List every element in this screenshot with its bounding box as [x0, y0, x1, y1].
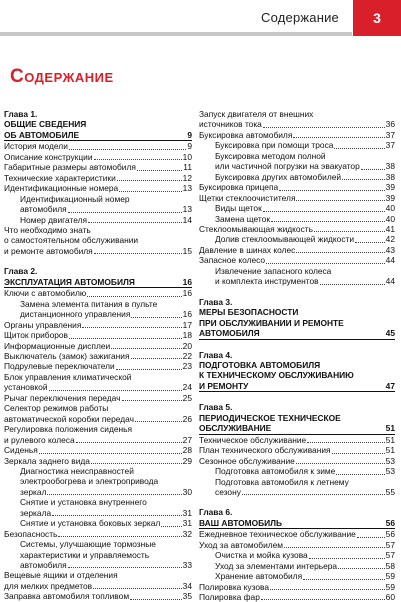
toc-entry[interactable]: Давление в шинах колес 43	[199, 244, 395, 255]
running-header-title: Содержание	[261, 10, 339, 25]
toc-subentry[interactable]: или частичной погрузки на эвакуатор 38	[215, 161, 395, 172]
chapter-title[interactable]: АВТОМОБИЛЯ 45	[199, 328, 395, 339]
toc-entry[interactable]: Запасное колесо 44	[199, 255, 395, 266]
toc-subentry-line: Буксировка методом полной	[215, 150, 326, 161]
chapter-title[interactable]: ЭКСПЛУАТАЦИЯ АВТОМОБИЛЯ 16	[4, 276, 192, 287]
toc-entry[interactable]: Идентификационные номера 13	[4, 183, 192, 194]
chapter-label: Глава 2.	[4, 266, 38, 277]
toc-subentry[interactable]: Буксировка других автомобилей 38	[215, 171, 395, 182]
toc-entry[interactable]: Подрулевые переключатели 23	[4, 361, 192, 372]
toc-subentry-line: Подготовка автомобиля к летнему	[215, 476, 349, 487]
toc-entry-line: о самостоятельном обслуживании	[4, 235, 139, 246]
chapter-title-line: ПОДГОТОВКА АВТОМОБИЛЯ	[199, 359, 321, 370]
chapter-label: Глава 1.	[4, 109, 38, 119]
toc-entry[interactable]: Ключи с автомобилю 16	[4, 288, 192, 299]
toc-entry[interactable]: Ежедневное техническое обслуживание 56	[199, 529, 395, 540]
toc-entry[interactable]: Щетки стеклоочистителя 39	[199, 192, 395, 203]
toc-entry-line: Селектор режимов работы	[4, 403, 109, 414]
toc-entry[interactable]: Безопасность 32	[4, 528, 192, 539]
toc-entry[interactable]: Стеклоомывающая жидкость 41	[199, 223, 395, 234]
toc-subentry[interactable]: Подготовка автомобиля к зиме 53	[215, 466, 395, 477]
chapter-title-line: ПРИ ОБСЛУЖИВАНИИ И РЕМОНТЕ	[199, 317, 344, 328]
chapter-title-line: МЕРЫ БЕЗОПАСНОСТИ	[199, 307, 299, 318]
toc-subentry[interactable]: дистанционного управления 16	[20, 309, 192, 320]
toc-subentry[interactable]: Замена щеток 40	[215, 213, 395, 224]
page-title: Содержание	[10, 66, 114, 87]
toc-entry[interactable]: Рычаг переключения передач 25	[4, 392, 192, 403]
toc-subentry[interactable]: Снятие и установка боковых зеркал 31	[20, 518, 192, 529]
toc-subentry[interactable]: автомобиля 33	[20, 560, 192, 571]
toc-entry[interactable]: Полировка кузова 59	[199, 581, 395, 592]
toc-subentry[interactable]: и комплекта инструментов 44	[215, 276, 395, 287]
toc-entry[interactable]: установкой 24	[4, 382, 192, 393]
toc-left-column	[4, 109, 192, 602]
chapter-title-line: ОБЩИЕ СВЕДЕНИЯ	[4, 119, 87, 130]
chapter-title[interactable]: ВАШ АВТОМОБИЛЬ 56	[199, 517, 395, 528]
chapter-label: Глава 4.	[199, 349, 233, 360]
toc-entry-line: Регулировка положения сиденья	[4, 424, 133, 435]
toc-entry-line: Что необходимо знать	[4, 224, 91, 235]
toc-entry[interactable]: План технического обслуживания 51	[199, 445, 395, 456]
toc-entry[interactable]: Уход за автомобилем 57	[199, 539, 395, 550]
chapter-title[interactable]: И РЕМОНТУ 47	[199, 380, 395, 391]
toc-subentry-line: Диагностика неисправностей	[20, 465, 134, 476]
toc-subentry[interactable]: Виды щеток 40	[215, 203, 395, 214]
toc-entry[interactable]: Полировка фар 60	[199, 592, 395, 602]
toc-entry[interactable]: Габаритные размеры автомобиля 11	[4, 162, 192, 173]
toc-entry[interactable]: Буксировка автомобиля 37	[199, 129, 395, 140]
toc-entry[interactable]: Щиток приборов 18	[4, 330, 192, 341]
toc-entry[interactable]: для мелких предметов 34	[4, 580, 192, 591]
toc-entry[interactable]: и ремонте автомобиля 15	[4, 245, 192, 256]
toc-subentry-line: Снятие и установка внутреннего	[20, 497, 147, 508]
toc-subentry[interactable]: Номер двигателя 14	[20, 214, 192, 225]
toc-entry[interactable]: источников тока 36	[199, 119, 395, 130]
toc-subentry[interactable]: Очистка и мойка кузова 57	[215, 550, 395, 561]
toc-entry[interactable]: Буксировка прицепа 39	[199, 182, 395, 193]
toc-subentry[interactable]: зеркал 30	[20, 486, 192, 497]
chapter-label: Глава 3.	[199, 296, 233, 307]
page-number-tab: 3	[353, 0, 401, 36]
toc-entry[interactable]: История модели 9	[4, 141, 192, 152]
toc-subentry[interactable]: автомобиля 13	[20, 204, 192, 215]
chapter-label: Глава 5.	[199, 402, 233, 413]
toc-entry[interactable]: Информационные дисплеи 20	[4, 340, 192, 351]
toc-subentry[interactable]: Буксировка при помощи троса 37	[215, 140, 395, 151]
toc-entry[interactable]: и рулевого колеса 27	[4, 434, 192, 445]
toc-subentry-line: Системы, улучшающие тормозные	[20, 539, 156, 550]
toc-subentry[interactable]: Долив стеклоомывающей жидкости 42	[215, 234, 395, 245]
toc-entry[interactable]: Выключатель (замок) зажигания 22	[4, 350, 192, 361]
toc-entry[interactable]: Описание конструкции 10	[4, 151, 192, 162]
toc-subentry-line: Извлечение запасного колеса	[215, 265, 332, 276]
toc-subentry[interactable]: Уход за элементами интерьера 58	[215, 560, 395, 571]
toc-subentry-line: Замена элемента питания в пульте	[20, 298, 158, 309]
toc-subentry[interactable]: зеркала 31	[20, 507, 192, 518]
chapter-title[interactable]: ОБСЛУЖИВАНИЕ 51	[199, 423, 395, 434]
toc-entry-line: Запуск двигателя от внешних	[199, 109, 314, 119]
toc-entry[interactable]: Сезонное обслуживание 53	[199, 455, 395, 466]
chapter-label: Глава 6.	[199, 507, 233, 518]
toc-entry[interactable]: Сиденья 28	[4, 445, 192, 456]
toc-subentry[interactable]: Хранение автомобиля 59	[215, 571, 395, 582]
toc-subentry-line: характеристики и управляемость	[20, 549, 150, 560]
chapter-title-line: К ТЕХНИЧЕСКОМУ ОБСЛУЖИВАНИЮ	[199, 370, 354, 381]
toc-entry-line: Вещевые ящики и отделения	[4, 570, 118, 581]
toc-entry[interactable]: Органы управления 17	[4, 319, 192, 330]
header-rule	[0, 32, 352, 36]
toc-subentry-line: электрообогрева и электропривода	[20, 476, 159, 487]
toc-entry[interactable]: автоматической коробки передач 26	[4, 413, 192, 424]
toc-subentry[interactable]: сезону 55	[215, 486, 395, 497]
toc-entry-line: Блок управления климатической	[4, 371, 132, 382]
toc-entry[interactable]: Зеркала заднего вида 29	[4, 455, 192, 466]
chapter-title[interactable]: ОБ АВТОМОБИЛЕ 9	[4, 129, 192, 140]
toc-right-column	[199, 109, 395, 602]
toc-entry[interactable]: Технические характеристики 12	[4, 172, 192, 183]
chapter-title-line: ПЕРИОДИЧЕСКОЕ ТЕХНИЧЕСКОЕ	[199, 412, 341, 423]
toc-entry[interactable]: Техническое обслуживание 51	[199, 434, 395, 445]
toc-entry[interactable]: Заправка автомобиля топливом 35	[4, 591, 192, 602]
toc-subentry-line: Идентификационный номер	[20, 193, 130, 204]
